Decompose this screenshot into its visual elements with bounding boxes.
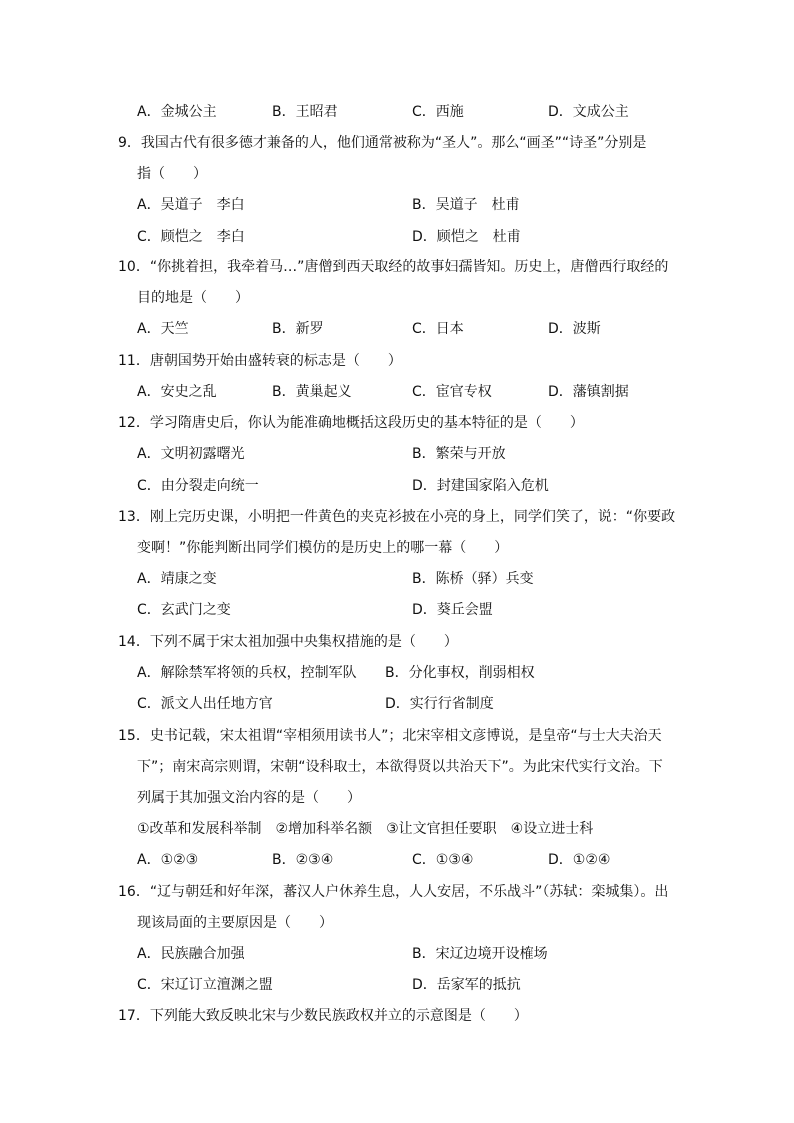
q9-options-row2 — [137, 227, 677, 247]
q16-option-a: A．民族融合加强 — [137, 946, 245, 962]
q16-option-b: B．宋辽边境开设榷场 — [412, 946, 548, 962]
q12-options-row1 — [137, 444, 677, 464]
q10-option-c: C．日本 — [412, 321, 464, 337]
q9-option-d: D．顾恺之 杜甫 — [412, 229, 521, 245]
q8-option-c: C．西施 — [412, 104, 464, 120]
q13-option-d: D．葵丘会盟 — [412, 602, 493, 618]
q13-option-a: A．靖康之变 — [137, 571, 217, 587]
q15-stem-cont-1: 下”；南宋高宗则谓，宋朝“设科取士，本欲得贤以共治天下”。为此宋代实行文治。下 — [137, 759, 663, 775]
q10-stem-cont: 目的地是（ ） — [137, 290, 249, 306]
q8-option-a: A．金城公主 — [137, 104, 217, 120]
q11-option-d: D．藩镇割据 — [548, 384, 629, 400]
q16-option-d: D．岳家军的抵抗 — [412, 977, 521, 993]
q9-option-b: B．吴道子 杜甫 — [412, 197, 520, 213]
q11-stem: 11．唐朝国势开始由盛转衰的标志是（ ） — [118, 353, 402, 369]
q15-option-d: D．①②④ — [548, 852, 611, 868]
q10-option-a: A．天竺 — [137, 321, 189, 337]
q12-stem: 12．学习隋唐史后，你认为能准确地概括这段历史的基本特征的是（ ） — [118, 415, 584, 431]
q15-option-b: B．②③④ — [272, 852, 334, 868]
q14-stem: 14．下列不属于宋太祖加强中央集权措施的是（ ） — [118, 634, 458, 650]
q15-option-a: A．①②③ — [137, 852, 199, 868]
q13-option-b: B．陈桥（驿）兵变 — [412, 571, 534, 587]
q11-options — [137, 382, 677, 402]
q14-options-row1 — [137, 663, 677, 683]
q14-option-c: C．派文人出任地方官 — [137, 696, 273, 712]
q16-options-row1 — [137, 944, 677, 964]
q12-option-d: D．封建国家陷入危机 — [412, 478, 549, 494]
q8-option-b: B．王昭君 — [272, 104, 338, 120]
q12-option-c: C．由分裂走向统一 — [137, 478, 259, 494]
q10-stem: 10．“你挑着担，我牵着马…”唐僧到西天取经的故事妇孺皆知。历史上，唐僧西行取经的 — [118, 259, 669, 275]
q11-option-c: C．宦官专权 — [412, 384, 492, 400]
q16-options-row2 — [137, 975, 677, 995]
q9-options-row1 — [137, 195, 677, 215]
q15-options — [137, 850, 677, 870]
q12-options-row2 — [137, 476, 677, 496]
q13-options-row2 — [137, 600, 677, 620]
q9-option-c: C．顾恺之 李白 — [137, 229, 245, 245]
q9-option-a: A．吴道子 李白 — [137, 197, 245, 213]
q14-option-d: D．实行行省制度 — [385, 696, 494, 712]
q15-stem: 15．史书记载，宋太祖谓“宰相须用读书人”；北宋宰相文彦博说，是皇帝“与士大夫治天 — [118, 728, 662, 744]
q13-stem: 13．刚上完历史课，小明把一件黄色的夹克衫披在小亮的身上，同学们笑了，说：“你要政 — [118, 509, 676, 525]
q13-stem-cont: 变啊！”你能判断出同学们模仿的是历史上的哪一幕（ ） — [137, 540, 509, 556]
q15-numbered-items: ①改革和发展科举制 ②增加科举名额 ③让文官担任要职 ④设立进士科 — [137, 821, 594, 837]
q9-stem: 9．我国古代有很多德才兼备的人，他们通常被称为“圣人”。那么“画圣”“诗圣”分别是 — [118, 135, 647, 151]
q11-option-a: A．安史之乱 — [137, 384, 217, 400]
q8-option-d: D．文成公主 — [548, 104, 629, 120]
q11-option-b: B．黄巢起义 — [272, 384, 352, 400]
q10-option-b: B．新罗 — [272, 321, 324, 337]
q16-option-c: C．宋辽订立澶渊之盟 — [137, 977, 273, 993]
q16-stem-cont: 现该局面的主要原因是（ ） — [137, 915, 333, 931]
q9-stem-cont: 指（ ） — [137, 166, 207, 182]
q13-options-row1 — [137, 569, 677, 589]
q10-options — [137, 319, 677, 339]
q14-option-b: B．分化事权，削弱相权 — [385, 665, 535, 681]
q17-stem: 17．下列能大致反映北宋与少数民族政权并立的示意图是（ ） — [118, 1008, 528, 1024]
q12-option-b: B．繁荣与开放 — [412, 446, 506, 462]
q14-options-row2 — [137, 694, 677, 714]
q12-option-a: A．文明初露曙光 — [137, 446, 245, 462]
q13-option-c: C．玄武门之变 — [137, 602, 231, 618]
q15-stem-cont-2: 列属于其加强文治内容的是（ ） — [137, 790, 361, 806]
q8-options — [137, 102, 677, 122]
q16-stem: 16．“辽与朝廷和好年深，蕃汉人户休养生息，人人安居，不乐战斗”（苏轼：栾城集）。出 — [118, 884, 669, 900]
q15-option-c: C．①③④ — [412, 852, 474, 868]
q14-option-a: A．解除禁军将领的兵权，控制军队 — [137, 665, 357, 681]
q10-option-d: D．波斯 — [548, 321, 601, 337]
